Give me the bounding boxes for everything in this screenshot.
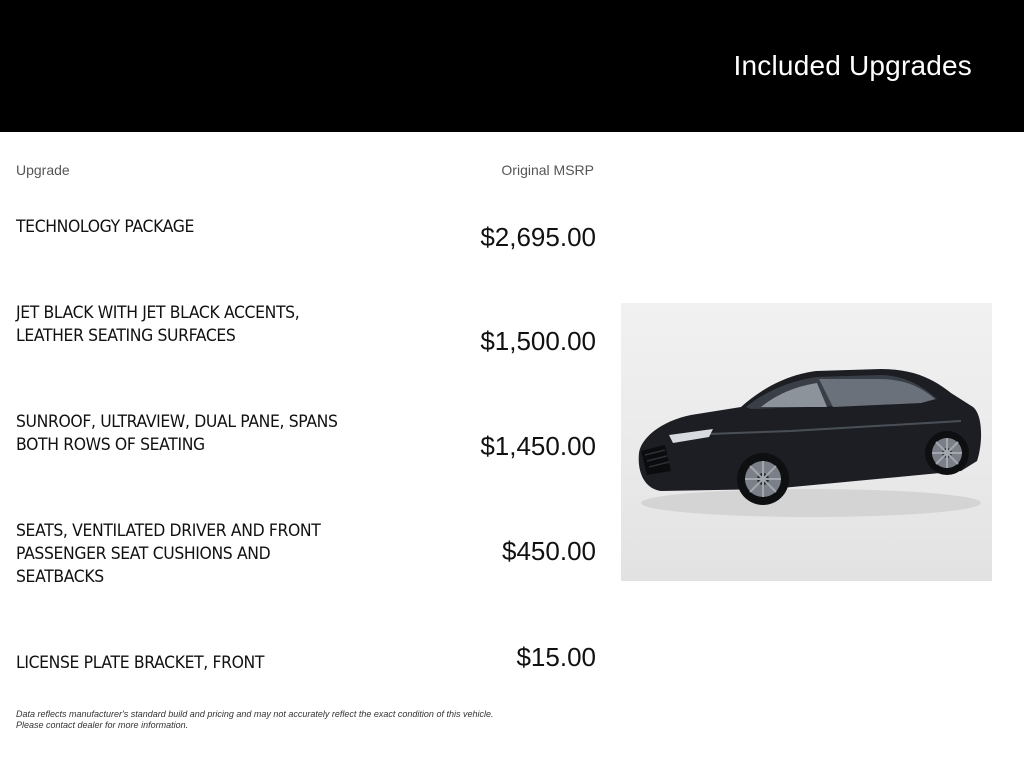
disclaimer-line: Please contact dealer for more information.	[16, 720, 189, 730]
upgrade-name-line: SEATS, VENTILATED DRIVER AND FRONT	[16, 521, 321, 541]
column-header-upgrade: Upgrade	[16, 162, 70, 178]
upgrade-name-line: LICENSE PLATE BRACKET, FRONT	[16, 653, 265, 673]
upgrade-name-line: TECHNOLOGY PACKAGE	[16, 217, 195, 237]
upgrade-price: $1,500.00	[480, 326, 596, 356]
upgrade-name	[16, 216, 384, 239]
upgrade-name	[16, 520, 384, 589]
upgrade-name-line: BOTH ROWS OF SEATING	[16, 435, 205, 455]
upgrade-price: $450.00	[502, 536, 596, 566]
column-header-msrp: Original MSRP	[501, 162, 594, 178]
upgrade-name	[16, 302, 384, 348]
car-photo	[621, 303, 992, 581]
disclaimer-line: Data reflects manufacturer's standard build and pricing and may not accurately reflect the exact condition of this vehicle.	[16, 709, 494, 719]
upgrade-name-line: SEATBACKS	[16, 567, 104, 587]
upgrade-price: $15.00	[516, 642, 596, 672]
car-icon	[621, 303, 992, 581]
page-title: Included Upgrades	[733, 50, 972, 81]
upgrade-name-line: JET BLACK WITH JET BLACK ACCENTS,	[16, 303, 300, 323]
disclaimer	[16, 709, 616, 731]
upgrade-price: $2,695.00	[480, 222, 596, 252]
upgrade-name-line: PASSENGER SEAT CUSHIONS AND	[16, 544, 271, 564]
header-bar	[0, 0, 1024, 132]
upgrade-name	[16, 652, 384, 675]
upgrade-name-line: SUNROOF, ULTRAVIEW, DUAL PANE, SPANS	[16, 412, 338, 432]
upgrade-name	[16, 411, 384, 457]
upgrade-price: $1,450.00	[480, 431, 596, 461]
upgrade-name-line: LEATHER SEATING SURFACES	[16, 326, 236, 346]
